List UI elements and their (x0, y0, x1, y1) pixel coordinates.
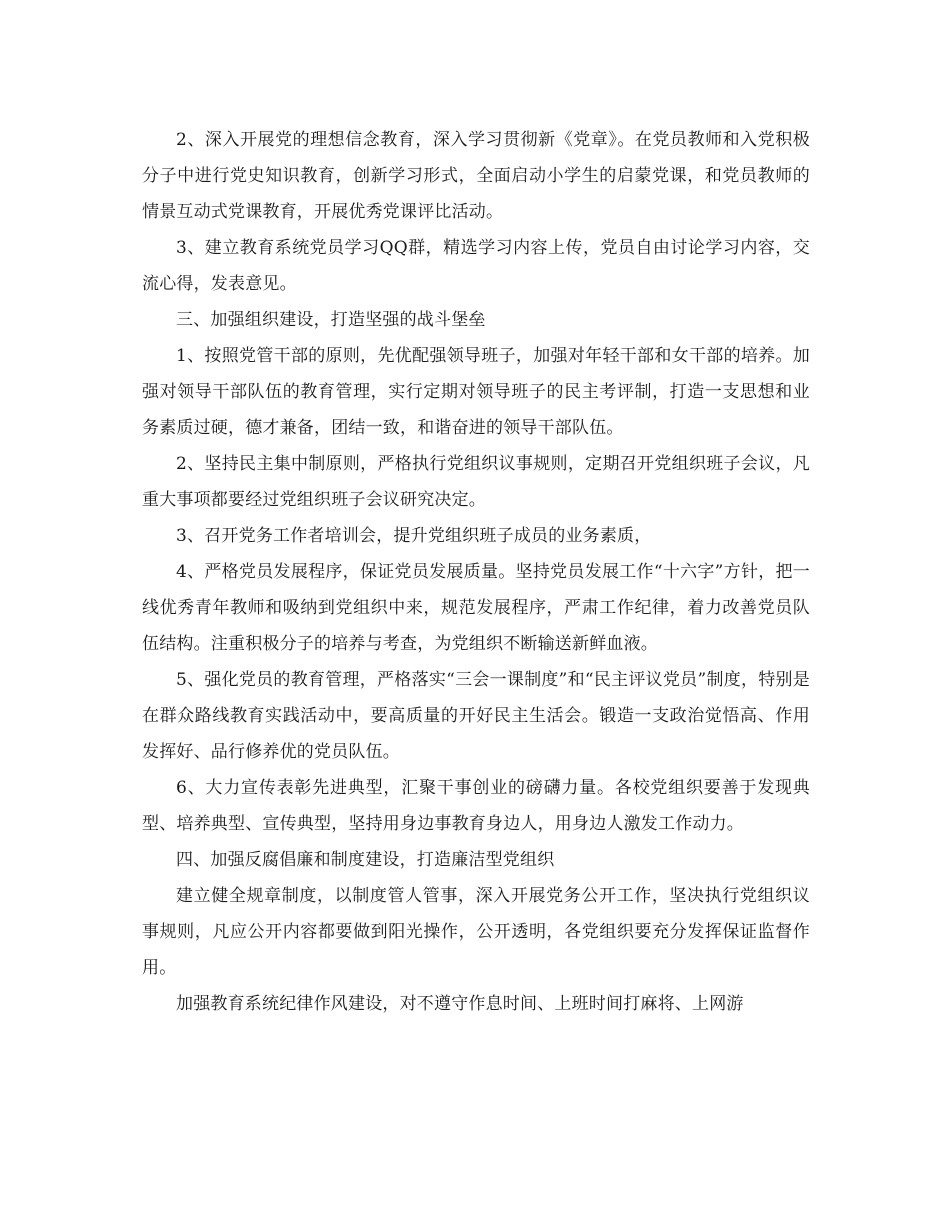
paragraph-member-development: 4、严格党员发展程序，保证党员发展质量。坚持党员发展工作“十六字”方针，把一线优秀青年教师和吸纳到党组织中来，规范发展程序，严肃工作纪律，着力改善党员队伍结构。注重积极分子的培养与考查，为党组织不断输送新鲜血液。 (142, 562, 810, 654)
paragraph-role-models: 6、大力宣传表彰先进典型，汇聚干事创业的磅礴力量。各校党组织要善于发现典型、培养典型、宣传典型，坚持用身边事教育身边人，用身边人激发工作动力。 (142, 778, 810, 834)
paragraph-leadership: 1、按照党管干部的原则，先优配强领导班子，加强对年轻干部和女干部的培养。加强对领导干部队伍的教育管理，实行定期对领导班子的民主考评制，打造一支思想和业务素质过硬，德才兼备，团结一致，和谐奋进的领导干部队伍。 (142, 346, 810, 438)
section-heading-organization: 三、加强组织建设，打造坚强的战斗堡垒 (176, 310, 486, 330)
paragraph-discipline: 加强教育系统纪律作风建设，对不遵守作息时间、上班时间打麻将、上网游 (176, 994, 744, 1014)
section-heading-anti-corruption: 四、加强反腐倡廉和制度建设，打造廉洁型党组织 (176, 850, 555, 870)
paragraph-study-party-constitution: 2、深入开展党的理想信念教育，深入学习贯彻新《党章》。在党员教师和入党积极分子中进行党史知识教育，创新学习形式，全面启动小学生的启蒙党课，和党员教师的情景互动式党课教育，开展优秀党课评比活动。 (142, 130, 810, 222)
document-page (142, 122, 810, 1022)
paragraph-member-management: 5、强化党员的教育管理，严格落实“三会一课制度”和“民主评议党员”制度，特别是在群众路线教育实践活动中，要高质量的开好民主生活会。锻造一支政治觉悟高、作用发挥好、品行修养优的党员队伍。 (142, 670, 810, 762)
paragraph-regulations: 建立健全规章制度，以制度管人管事，深入开展党务公开工作，坚决执行党组织议事规则，凡应公开内容都要做到阳光操作，公开透明，各党组织要充分发挥保证监督作用。 (142, 886, 810, 978)
paragraph-democratic-centralism: 2、坚持民主集中制原则，严格执行党组织议事规则，定期召开党组织班子会议，凡重大事项都要经过党组织班子会议研究决定。 (142, 454, 810, 510)
paragraph-qq-group: 3、建立教育系统党员学习QQ群，精选学习内容上传，党员自由讨论学习内容，交流心得，发表意见。 (142, 238, 810, 294)
paragraph-training: 3、召开党务工作者培训会，提升党组织班子成员的业务素质， (176, 526, 652, 546)
